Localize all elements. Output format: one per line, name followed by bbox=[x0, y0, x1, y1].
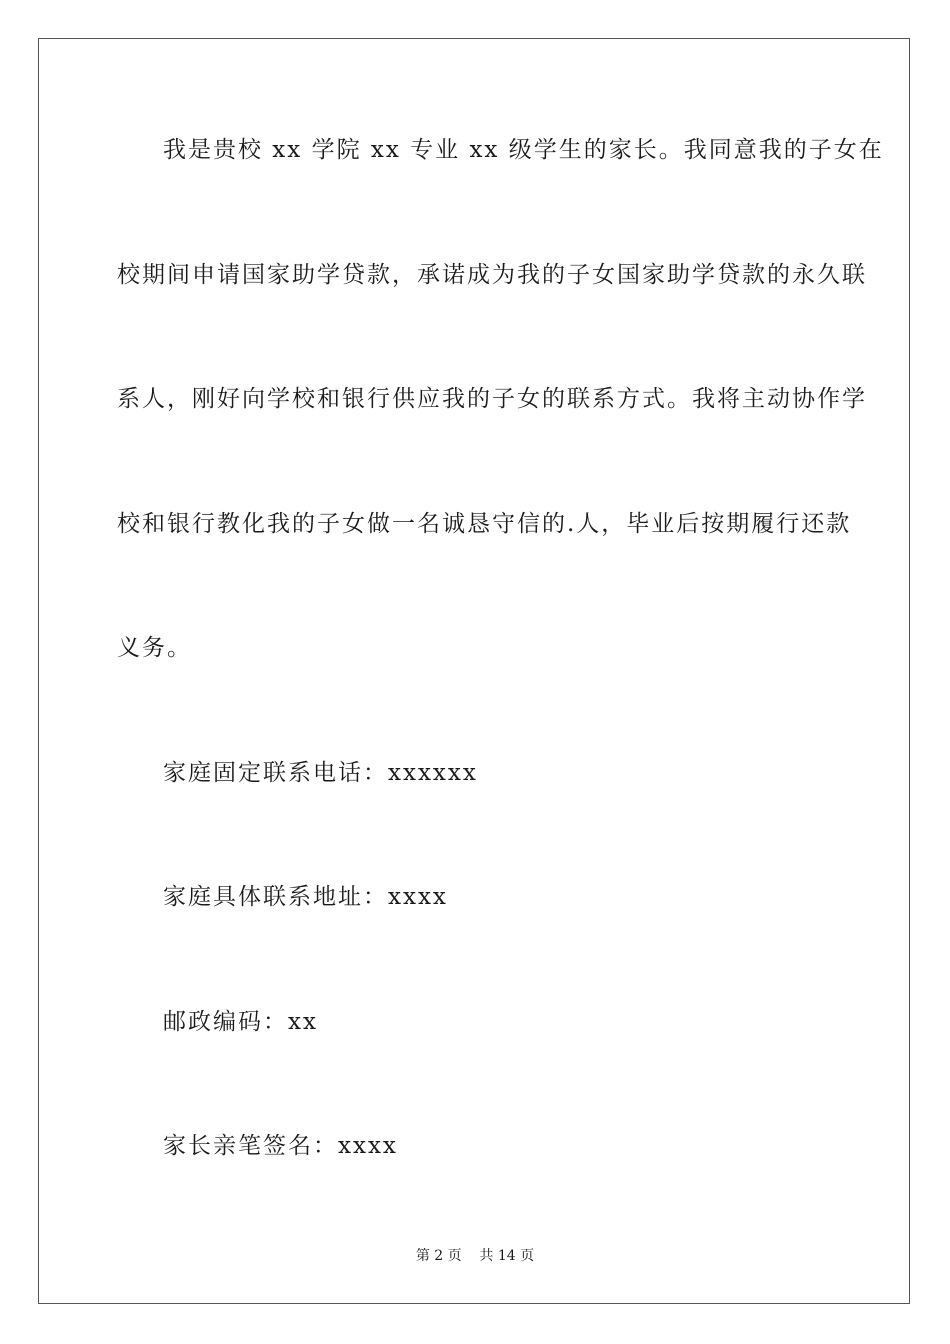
home-phone-field: 家庭固定联系电话：xxxxxx bbox=[163, 760, 478, 786]
paragraph-line-2: 校期间申请国家助学贷款，承诺成为我的子女国家助学贷款的永久联 bbox=[117, 262, 867, 288]
page-number-footer: 第 2 页 共 14 页 bbox=[415, 1248, 535, 1264]
postal-code-field: 邮政编码：xx bbox=[163, 1009, 318, 1035]
paragraph-line-5: 义务。 bbox=[117, 635, 192, 661]
parent-signature-field: 家长亲笔签名：xxxx bbox=[163, 1133, 398, 1159]
home-address-field: 家庭具体联系地址：xxxx bbox=[163, 884, 448, 910]
paragraph-line-3: 系人，刚好向学校和银行供应我的子女的联系方式。我将主动协作学 bbox=[117, 386, 867, 412]
paragraph-line-4: 校和银行教化我的子女做一名诚恳守信的.人，毕业后按期履行还款 bbox=[117, 511, 852, 537]
paragraph-line-1: 我是贵校 xx 学院 xx 专业 xx 级学生的家长。我同意我的子女在 bbox=[163, 137, 884, 163]
page-border bbox=[38, 38, 910, 1304]
